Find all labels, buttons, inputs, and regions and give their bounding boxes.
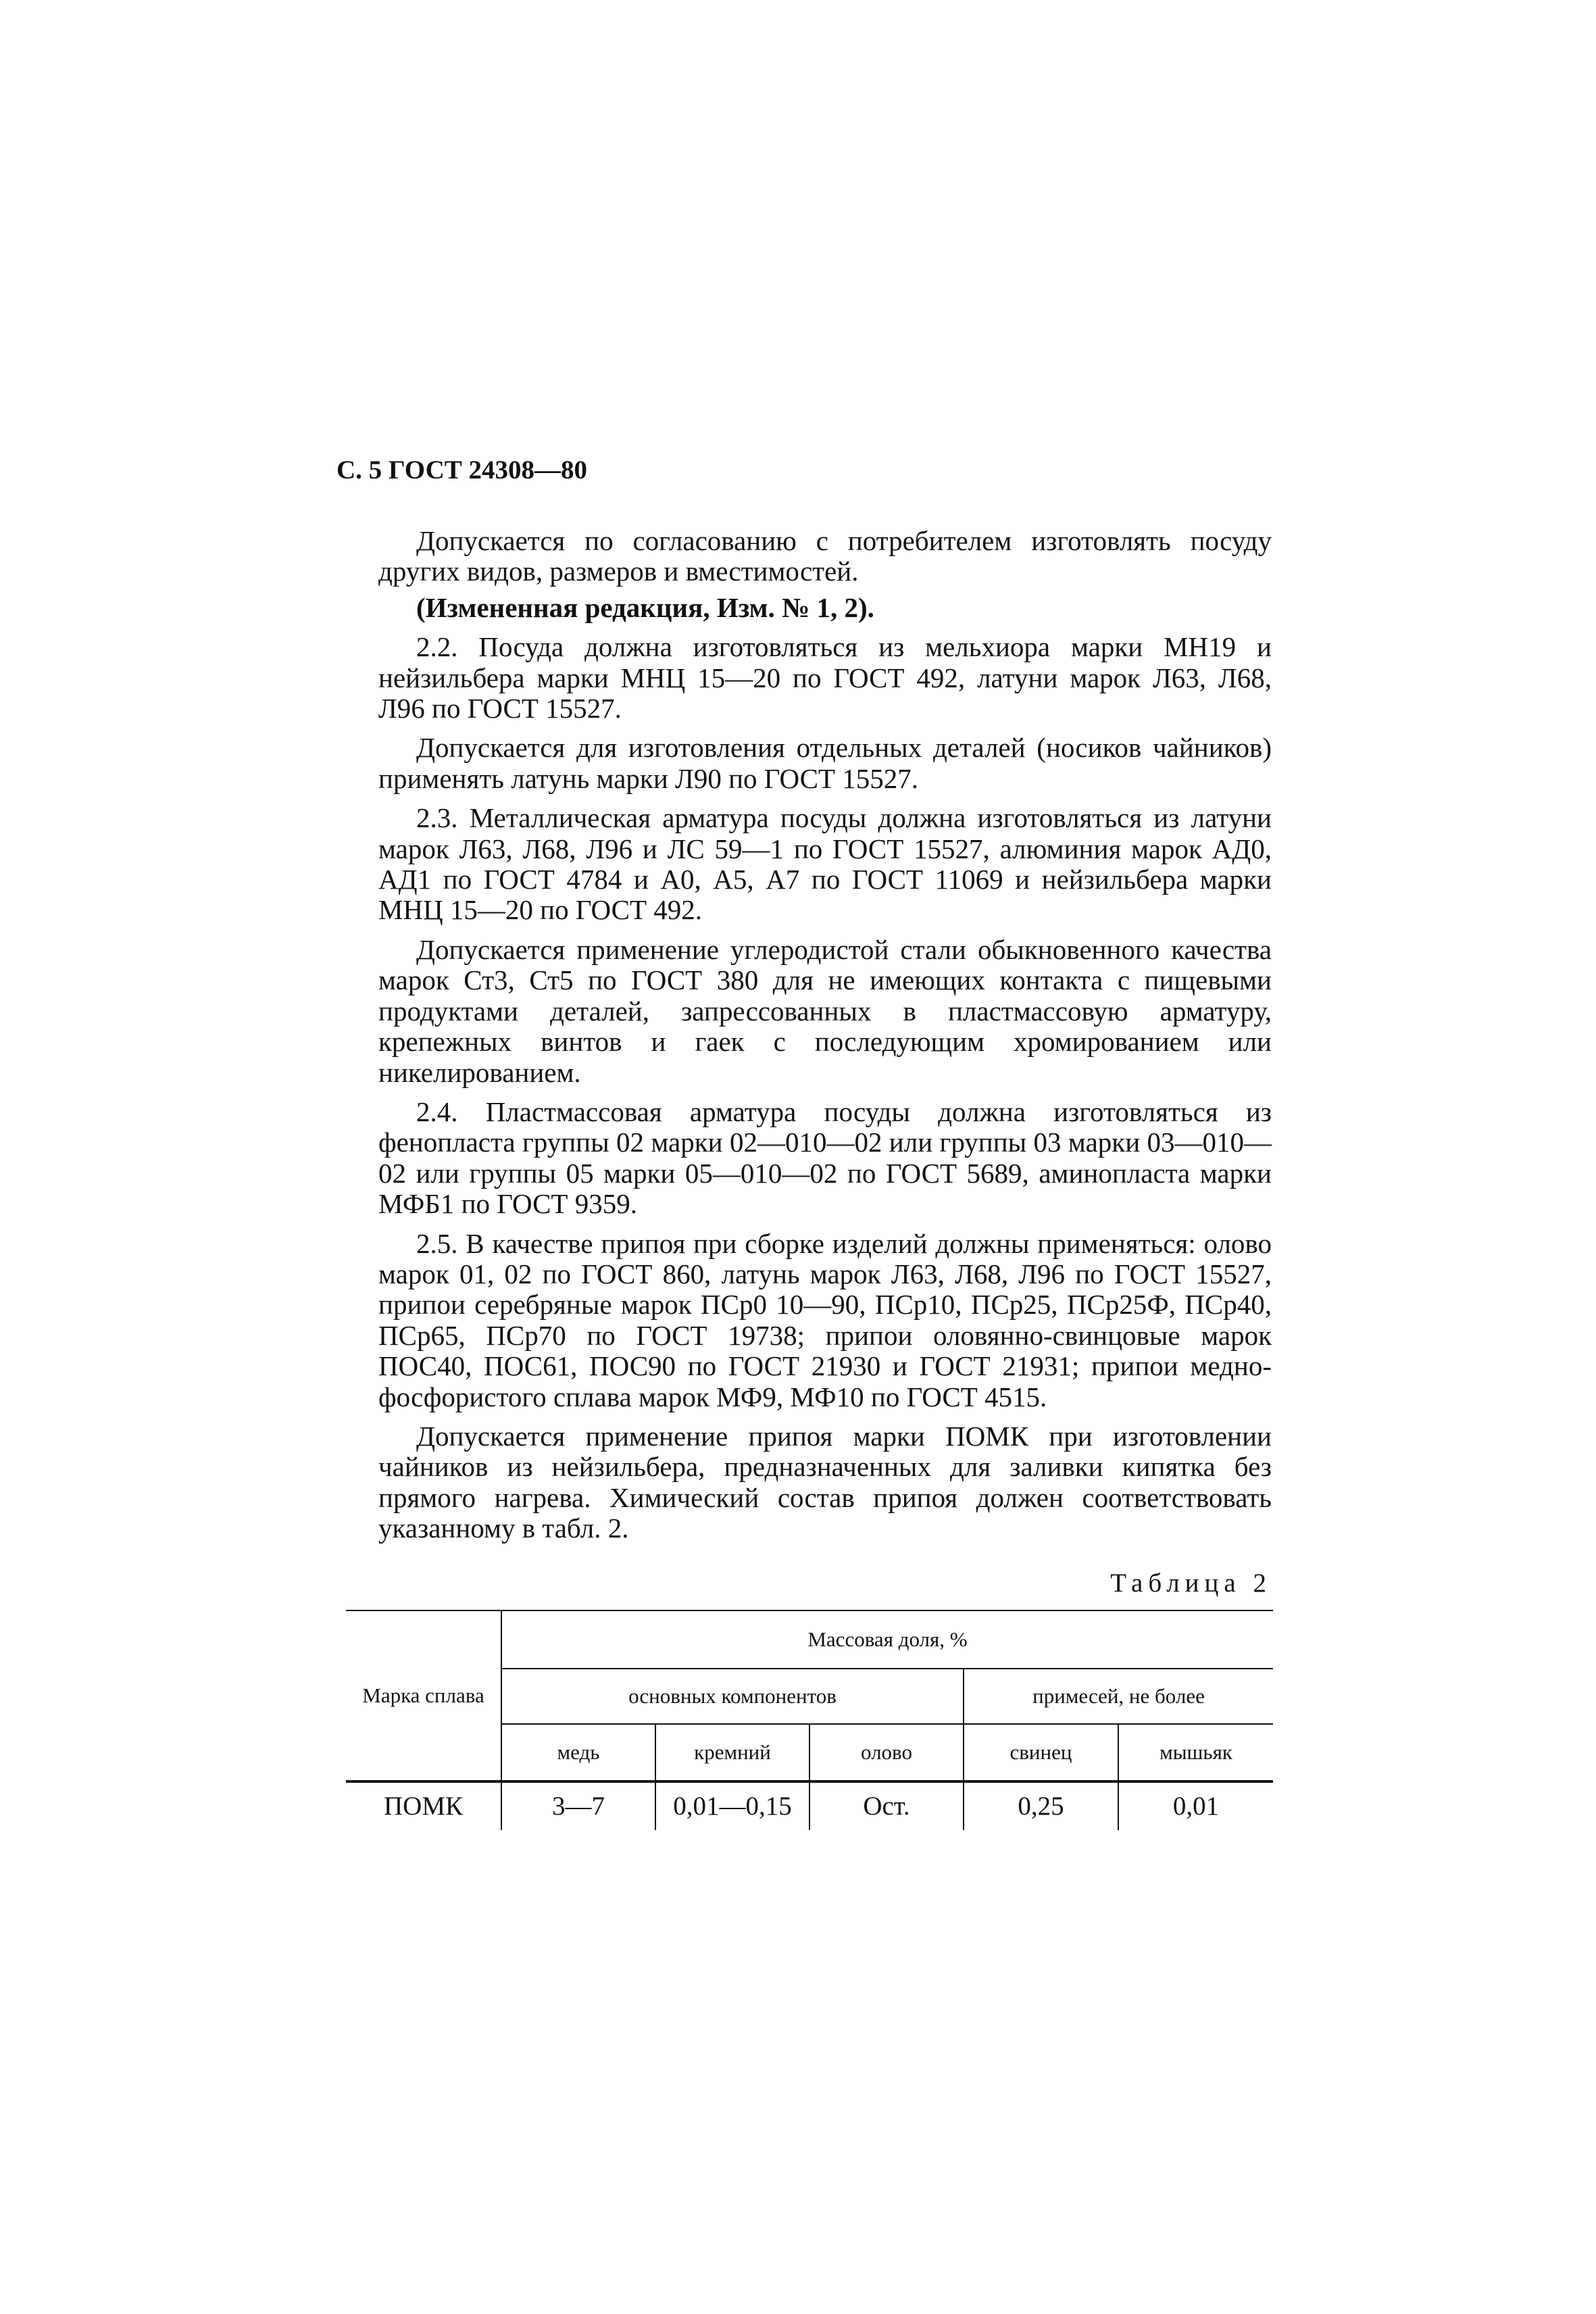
- paragraph-2-4: 2.4. Пластмассовая арматура посуды должна изготовляться из фенопласта группы 02 марки 02—010—02 или группы 03 марки 03—010—02 или группы 05 марки 05—010—02 по ГОСТ 5689, аминопласта марки МФБ1 по ГОСТ 9359.: [378, 1096, 1272, 1220]
- paragraph-intro: Допускается по согласованию с потребителем изготовлять посуду других видов, размеров и вместимостей.: [378, 525, 1272, 587]
- paragraph-2-5: 2.5. В качестве припоя при сборке изделий должны применяться: олово марок 01, 02 по ГОСТ 860, латунь марок Л63, Л68, Л96 по ГОСТ 15527, припои серебряные марок ПСр0 10—90, ПСр10, ПСр25, ПСр25Ф, ПСр40, ПСр65, ПСр70 по ГОСТ 19738; припои оловянно-свинцовые марок ПОС40, ПОС61, ПОС90 по ГОСТ 21930 и ГОСТ 21931; припои медно-фосфористого сплава марок МФ9, МФ10 по ГОСТ 4515.: [378, 1227, 1272, 1412]
- cell-alloy: ПОМК: [383, 1792, 464, 1821]
- paragraph-2-3: 2.3. Металлическая арматура посуды должна изготовляться из латуни марок Л63, Л68, Л96 и ЛС 59—1 по ГОСТ 15527, алюминия марок АД0, АД1 по ГОСТ 4784 и А0, А5, А7 по ГОСТ 11069 и нейзильбера марки МНЦ 15—20 по ГОСТ 492.: [378, 802, 1272, 926]
- table-row: [346, 1781, 1273, 1830]
- cell-silicon: 0,01—0,15: [655, 1781, 809, 1830]
- header-main-components: основных компонентов: [501, 1669, 964, 1724]
- cell-tin: Ост.: [809, 1781, 964, 1830]
- header-silicon: кремний: [655, 1724, 809, 1781]
- header-mass-fraction: Массовая доля, %: [501, 1610, 1273, 1669]
- header-copper: медь: [501, 1724, 655, 1781]
- cell-copper: 3—7: [501, 1781, 655, 1830]
- cell-arsenic: 0,01: [1118, 1781, 1273, 1830]
- header-alloy-grade: Марка сплава: [346, 1610, 501, 1781]
- header-tin: олово: [809, 1724, 964, 1781]
- header-arsenic: мышьяк: [1118, 1724, 1273, 1781]
- composition-table: [346, 1610, 1273, 1830]
- paragraph-amendment: (Измененная редакция, Изм. № 1, 2).: [416, 591, 874, 623]
- header-lead: свинец: [964, 1724, 1118, 1781]
- table-caption: Таблица 2: [1110, 1569, 1272, 1598]
- paragraph-2-2-note: Допускается для изготовления отдельных деталей (носиков чайников) применять латунь марки Л90 по ГОСТ 15527.: [378, 732, 1272, 794]
- page-header: С. 5 ГОСТ 24308—80: [336, 456, 587, 485]
- header-impurities: примесей, не более: [964, 1669, 1273, 1724]
- document-body: [378, 526, 1272, 1553]
- paragraph-2-5-note: Допускается применение припоя марки ПОМК при изготовлении чайников из нейзильбера, предназначенных для заливки кипятка без прямого нагрева. Химический состав припоя должен соответствовать указанному в табл. 2.: [378, 1420, 1272, 1544]
- paragraph-2-2: 2.2. Посуда должна изготовляться из мельхиора марки МН19 и нейзильбера марки МНЦ 15—20 по ГОСТ 492, латуни марок Л63, Л68, Л96 по ГОСТ 15527.: [378, 631, 1272, 724]
- paragraph-2-3-note: Допускается применение углеродистой стали обыкновенного качества марок Ст3, Ст5 по ГОСТ 380 для не имеющих контакта с пищевыми продуктами деталей, запрессованных в пластмассовую арматуру, крепежных винтов и гаек с последующим хромированием или никелированием.: [378, 933, 1272, 1088]
- cell-lead: 0,25: [964, 1781, 1118, 1830]
